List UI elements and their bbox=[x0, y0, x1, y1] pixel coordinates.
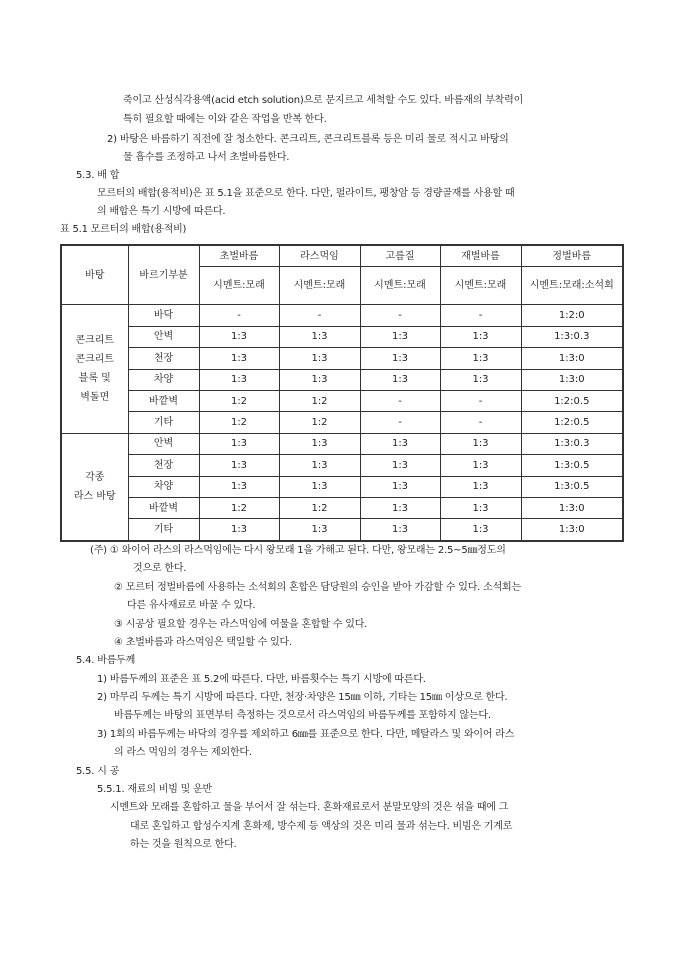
ratio-cell: - bbox=[440, 305, 521, 326]
ratio-cell: 1:2 bbox=[279, 497, 360, 518]
ratio-cell: 1:2:0.5 bbox=[521, 412, 623, 433]
paragraph-line: 대로 혼입하고 합성수지계 혼화제, 방수제 등 액상의 것은 미리 물과 섞는다. 비빔은 기계로 bbox=[130, 821, 513, 832]
note: ③ 시공상 필요할 경우는 라스먹임에 여물을 혼합할 수 있다. bbox=[114, 619, 368, 630]
note: ④ 초벌바름과 라스먹임은 택일할 수 있다. bbox=[114, 637, 292, 648]
ratio-cell: 1:3:0.5 bbox=[521, 476, 623, 497]
table-row bbox=[61, 476, 623, 497]
ratio-cell: 1:2:0 bbox=[521, 305, 623, 326]
header-cell-ratio: 시멘트:모래 bbox=[279, 267, 360, 305]
ratio-cell: 1:3 bbox=[279, 433, 360, 454]
ratio-cell: - bbox=[360, 412, 440, 433]
base-label-line: 벽돌면 bbox=[80, 392, 110, 404]
header-cell-ratio: 시멘트:모래 bbox=[360, 267, 440, 305]
table-row bbox=[61, 305, 623, 326]
ratio-cell: 1:3 bbox=[440, 519, 521, 541]
ratio-cell: 1:3 bbox=[199, 519, 279, 541]
paragraph-line: 하는 것을 원칙으로 한다. bbox=[130, 839, 237, 850]
ratio-cell: 1:2 bbox=[199, 412, 279, 433]
ratio-cell: 1:3:0.3 bbox=[521, 326, 623, 347]
part-cell: 안벽 bbox=[128, 433, 199, 454]
ratio-cell: 1:3 bbox=[279, 455, 360, 476]
paragraph-line: 바름두께는 바탕의 표면부터 측정하는 것으로서 라스먹임의 바름두께를 포함하지 않는다. bbox=[114, 710, 491, 721]
list-item: 3) 1회의 바름두께는 바닥의 경우를 제외하고 6㎜를 표준으로 한다. 다만, 메탈라스 및 와이어 라스 bbox=[97, 729, 515, 740]
part-cell: 바닥 bbox=[128, 305, 199, 326]
ratio-cell: 1:2 bbox=[199, 497, 279, 518]
base-cell bbox=[61, 433, 128, 540]
ratio-cell: 1:3 bbox=[440, 476, 521, 497]
ratio-cell: 1:2 bbox=[199, 390, 279, 411]
note: ② 모르터 정벌바름에 사용하는 소석회의 혼합은 담당원의 승인을 받아 가감할 수 있다. 소석회는 bbox=[114, 582, 521, 593]
ratio-cell: 1:3 bbox=[440, 433, 521, 454]
ratio-cell: 1:3 bbox=[279, 519, 360, 541]
table-row bbox=[61, 412, 623, 433]
table-caption: 표 5.1 모르터의 배합(용적비) bbox=[60, 224, 187, 235]
ratio-cell: 1:3 bbox=[360, 348, 440, 369]
table-row bbox=[61, 369, 623, 390]
base-label-line: 각종 bbox=[85, 471, 105, 483]
header-cell-layer: 정벌바름 bbox=[521, 245, 623, 267]
table-row bbox=[61, 326, 623, 347]
ratio-cell: 1:3 bbox=[279, 476, 360, 497]
note: (주) ① 와이어 라스의 라스먹임에는 다시 왕모래 1을 가해고 된다. 다만, 왕모래는 2.5~5㎜정도의 bbox=[90, 545, 506, 556]
paragraph-line: 특히 필요할 때에는 이와 같은 작업을 반복 한다. bbox=[123, 114, 327, 125]
header-cell-layer: 초벌바름 bbox=[199, 245, 279, 267]
list-item: 2) 바탕은 바름하기 직전에 잘 청소한다. 콘크리트, 콘크리트블록 등은 미리 물로 적시고 바탕의 bbox=[107, 134, 509, 145]
list-item: 2) 마무리 두께는 특기 시방에 따른다. 다만, 천장·차양은 15㎜ 이하, 기타는 15㎜ 이상으로 한다. bbox=[97, 692, 508, 703]
section-heading: 5.5. 시 공 bbox=[76, 766, 120, 777]
note: 다른 유사재료로 바꿀 수 있다. bbox=[127, 600, 256, 611]
base-cell bbox=[61, 305, 128, 433]
ratio-cell: 1:3 bbox=[360, 476, 440, 497]
ratio-cell: - bbox=[440, 412, 521, 433]
ratio-cell: 1:3 bbox=[360, 455, 440, 476]
ratio-cell: 1:3 bbox=[199, 348, 279, 369]
table-row bbox=[61, 519, 623, 541]
list-item: 1) 바름두께의 표준은 표 5.2에 따른다. 다만, 바름횟수는 특기 시방에 따른다. bbox=[97, 674, 426, 685]
table-row bbox=[61, 455, 623, 476]
ratio-cell: 1:3 bbox=[199, 455, 279, 476]
ratio-cell: 1:3 bbox=[360, 369, 440, 390]
table-row bbox=[61, 390, 623, 411]
ratio-cell: 1:3:0.3 bbox=[521, 433, 623, 454]
header-cell-layer: 고름질 bbox=[360, 245, 440, 267]
part-cell: 안벽 bbox=[128, 326, 199, 347]
part-cell: 기타 bbox=[128, 519, 199, 541]
header-cell-part: 바르기부분 bbox=[128, 245, 199, 305]
ratio-cell: 1:3 bbox=[199, 476, 279, 497]
header-cell-base: 바탕 bbox=[61, 245, 128, 305]
ratio-cell: 1:3 bbox=[199, 369, 279, 390]
header-cell-ratio: 시멘트:모래 bbox=[440, 267, 521, 305]
ratio-cell: - bbox=[279, 305, 360, 326]
ratio-cell: 1:3 bbox=[279, 326, 360, 347]
section-heading: 5.4. 바름두께 bbox=[76, 655, 136, 666]
header-row bbox=[61, 245, 623, 267]
ratio-cell: - bbox=[360, 390, 440, 411]
ratio-cell: 1:3:0.5 bbox=[521, 455, 623, 476]
base-label-line: 블록 및 bbox=[78, 373, 111, 385]
note: 것으로 한다. bbox=[133, 563, 187, 574]
ratio-cell: 1:3 bbox=[360, 497, 440, 518]
ratio-cell: 1:2 bbox=[279, 390, 360, 411]
ratio-cell: 1:3 bbox=[440, 326, 521, 347]
base-label-line: 콘크리트 bbox=[75, 354, 115, 366]
ratio-cell: - bbox=[360, 305, 440, 326]
part-cell: 바깥벽 bbox=[128, 497, 199, 518]
ratio-cell: 1:3:0 bbox=[521, 369, 623, 390]
ratio-cell: 1:3 bbox=[360, 433, 440, 454]
paragraph-line: 의 배합은 특기 시방에 따른다. bbox=[97, 206, 226, 217]
ratio-cell: 1:3 bbox=[440, 455, 521, 476]
header-cell-layer: 라스먹임 bbox=[279, 245, 360, 267]
ratio-cell: 1:3 bbox=[199, 433, 279, 454]
header-cell-ratio: 시멘트:모래 bbox=[199, 267, 279, 305]
ratio-cell: 1:3 bbox=[279, 369, 360, 390]
ratio-cell: 1:3:0 bbox=[521, 519, 623, 541]
ratio-cell: 1:3 bbox=[360, 326, 440, 347]
paragraph-line: 죽이고 산성식각용액(acid etch solution)으로 문지르고 세척할 수도 있다. 바름재의 부착력이 bbox=[123, 95, 524, 106]
part-cell: 차양 bbox=[128, 476, 199, 497]
ratio-cell: 1:3 bbox=[199, 326, 279, 347]
ratio-cell: 1:3:0 bbox=[521, 497, 623, 518]
part-cell: 천장 bbox=[128, 348, 199, 369]
ratio-cell: 1:3 bbox=[440, 497, 521, 518]
part-cell: 천장 bbox=[128, 455, 199, 476]
ratio-cell: 1:2:0.5 bbox=[521, 390, 623, 411]
table-row bbox=[61, 433, 623, 454]
ratio-cell: - bbox=[199, 305, 279, 326]
table-row bbox=[61, 497, 623, 518]
paragraph-line: 모르터의 배합(용적비)은 표 5.1을 표준으로 한다. 다만, 펄라이트, 팽창암 등 경량골재를 사용할 때 bbox=[97, 188, 515, 199]
base-label-line: 콘크리트 bbox=[75, 335, 115, 347]
section-heading: 5.3. 배 합 bbox=[76, 170, 120, 181]
paragraph-line: 시멘트와 모래를 혼합하고 물을 부어서 잘 섞는다. 혼화재료로서 분말모양의 것은 섞을 때에 그 bbox=[110, 802, 509, 813]
base-label-line: 라스 바탕 bbox=[73, 490, 116, 502]
header-cell-layer: 재벌바름 bbox=[440, 245, 521, 267]
ratio-cell: 1:3:0 bbox=[521, 348, 623, 369]
ratio-cell: 1:3 bbox=[279, 348, 360, 369]
ratio-cell: 1:3 bbox=[440, 348, 521, 369]
paragraph-line: 의 라스 먹임의 경우는 제외한다. bbox=[114, 747, 252, 758]
table-row bbox=[61, 348, 623, 369]
ratio-cell: 1:3 bbox=[360, 519, 440, 541]
ratio-cell: - bbox=[440, 390, 521, 411]
paragraph-line: 물 흡수를 조정하고 나서 초벌바름한다. bbox=[123, 152, 290, 163]
ratio-cell: 1:3 bbox=[440, 369, 521, 390]
subsection-heading: 5.5.1. 재료의 비빔 및 운반 bbox=[97, 784, 213, 795]
part-cell: 차양 bbox=[128, 369, 199, 390]
part-cell: 기타 bbox=[128, 412, 199, 433]
header-cell-ratio: 시멘트:모래:소석회 bbox=[521, 267, 623, 305]
ratio-cell: 1:2 bbox=[279, 412, 360, 433]
part-cell: 바깥벽 bbox=[128, 390, 199, 411]
mortar-mix-table bbox=[60, 244, 624, 542]
